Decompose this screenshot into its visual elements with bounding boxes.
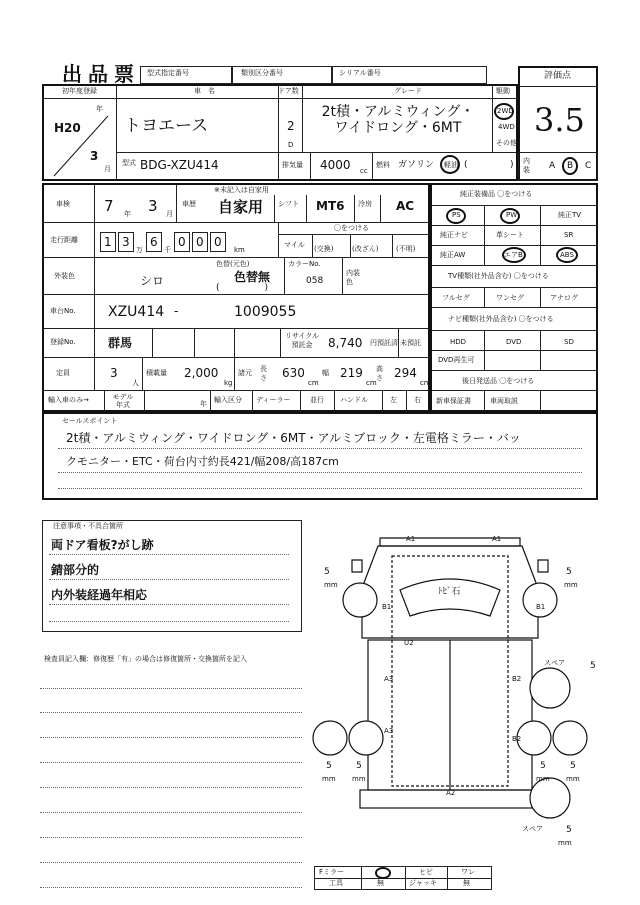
displacement-unit: cc	[360, 167, 368, 175]
tread-unit: mm	[322, 775, 336, 783]
fuel-diesel-circle	[440, 155, 460, 174]
chassis-number: 1009055	[234, 304, 297, 320]
color-no-label: カラーNo.	[288, 260, 321, 268]
equip-ps-circle	[446, 208, 466, 224]
mile-label: マイル	[284, 241, 305, 249]
damage-a3-left-upper: A3	[384, 675, 394, 683]
chassis-label: 車台No.	[50, 307, 76, 315]
equip-abs: ABS	[560, 251, 574, 259]
tv-oneseg: ワンセグ	[496, 294, 524, 302]
capacity-unit: 人	[132, 379, 139, 387]
displacement-value: 4000	[320, 158, 351, 172]
vehicle-diagram	[300, 528, 600, 863]
sales-point-label: セールスポイント	[62, 417, 118, 425]
mileage-digit: 6	[150, 235, 158, 249]
dealer-option: ディーラー	[256, 396, 291, 404]
first-reg-era: H20	[54, 121, 81, 135]
tread-rear-right-outer: 5	[570, 761, 576, 771]
score-label: 評価点	[544, 71, 572, 81]
navi-sd: SD	[564, 338, 574, 346]
drive-2wd: 2WD	[497, 107, 514, 115]
page-title: 出品票	[62, 62, 140, 86]
capacity-label: 定員	[56, 369, 70, 377]
equip-leather: 革シート	[496, 231, 524, 239]
inspector-note-label: 検査員記入欄：修復歴「有」の場合は修復箇所・交換箇所を記入	[44, 655, 247, 663]
length-label: 長さ	[260, 365, 267, 382]
first-reg-label: 初年度登録	[62, 87, 97, 95]
length-value: 630	[282, 366, 305, 380]
notes-box	[42, 520, 302, 632]
date-slash	[50, 114, 110, 178]
jack-value: 無	[463, 879, 470, 887]
equip-airbag-circle	[502, 247, 526, 263]
cooling-label: 冷房	[358, 200, 372, 208]
mileage-check-label: 〇をつける	[334, 224, 369, 232]
interior-b: B	[567, 161, 574, 171]
length-unit: cm	[308, 379, 319, 387]
meter-unknown: (不明)	[396, 245, 416, 253]
fuel-diesel: 軽油	[444, 161, 458, 169]
tread-unit: mm	[558, 839, 572, 847]
interior-color-label: 内装色	[346, 269, 360, 286]
damage-b1-right: B1	[536, 603, 546, 611]
sales-point-line1: 2t積・アルミウィング・ワイドロング・6MT・アルミブロック・左電格ミラー・バッ	[66, 431, 521, 445]
equip-sr: SR	[564, 231, 574, 239]
dimensions-label: 諸元	[238, 369, 252, 377]
doors-value: 2	[287, 119, 295, 133]
chassis-dash: -	[174, 304, 179, 318]
tread-unit: mm	[352, 775, 366, 783]
mileage-digit: 3	[122, 235, 130, 249]
load-unit: kg	[224, 379, 233, 387]
car-name-label: 車 名	[194, 87, 215, 95]
mirror-label: Fミラー	[319, 868, 345, 876]
note-item: 錆部分的	[51, 563, 100, 577]
equip-pw: PW	[506, 211, 518, 219]
history-value: 自家用	[218, 198, 264, 216]
shaken-month-unit: 月	[166, 210, 173, 218]
door-suffix: D	[288, 141, 294, 149]
first-reg-month: 3	[90, 149, 99, 163]
shift-label: シフト	[278, 200, 299, 208]
mileage-digit: 1	[104, 235, 112, 249]
fuel-gasoline: ガソリン	[398, 160, 435, 170]
interior-grade-box	[518, 152, 598, 181]
grade-value: 2t積・アルミウィング・ワイドロング・6MT	[321, 104, 475, 136]
note-item: 両ドア看板?がし跡	[51, 538, 154, 552]
recycle-paid: 円預託済	[370, 339, 398, 347]
handle-left: 左	[390, 396, 397, 404]
mileage-unit-man: 万	[136, 246, 143, 254]
recycle-unpaid: 未預託	[400, 339, 421, 347]
fuel-paren-close: )	[510, 160, 514, 170]
load-label: 積載量	[146, 369, 167, 377]
model-label: 型式	[122, 159, 136, 167]
mileage-label: 走行距離	[50, 236, 78, 244]
tread-unit: mm	[536, 775, 550, 783]
reg-no-label: 登録No.	[50, 338, 76, 346]
mileage-digit: 0	[214, 235, 222, 249]
meter-swap: (交換)	[314, 245, 334, 253]
footer-table	[314, 866, 492, 890]
damage-b1-left: B1	[382, 603, 392, 611]
damage-a1-front-right: A1	[492, 535, 502, 543]
displacement-label: 排気量	[282, 161, 303, 169]
car-info-box	[42, 84, 518, 181]
mileage-unit-km: km	[234, 246, 245, 254]
equip-airbag: エアB	[504, 251, 523, 259]
mirror-circle	[375, 867, 391, 879]
category-box	[232, 66, 332, 84]
after-warranty: 新車保証書	[436, 397, 471, 405]
model-year-suffix: 年	[200, 400, 207, 408]
spare-label-lower: スペア	[522, 825, 543, 833]
score-value: 3.5	[534, 101, 585, 139]
hibi-label: ヒビ	[419, 868, 433, 876]
interior-a: A	[549, 161, 556, 171]
sales-point-box	[42, 412, 598, 500]
height-value: 294	[394, 366, 417, 380]
height-label: 高さ	[376, 365, 383, 382]
shaken-month: 3	[148, 197, 158, 215]
damage-a1-front-left: A1	[406, 535, 416, 543]
width-value: 219	[340, 366, 363, 380]
tv-fullseg: フルセグ	[442, 294, 470, 302]
note-item: 内外装経過年相応	[51, 588, 148, 602]
tread-rear-left-inner: 5	[356, 761, 362, 771]
damage-b2-right-upper: B2	[512, 675, 522, 683]
after-manual: 車両取説	[490, 397, 518, 405]
equip-tv: 純正TV	[558, 211, 582, 219]
type-cert-box	[140, 66, 232, 84]
navi-header: ナビ種類(社外品含む) 〇をつける	[448, 315, 554, 323]
capacity-value: 3	[110, 366, 118, 380]
spare-label-upper: スペア	[544, 659, 565, 667]
import-class-label: 輸入区分	[214, 396, 242, 404]
load-value: 2,000	[184, 366, 219, 380]
tread-unit: mm	[324, 581, 338, 589]
doors-label: ドア数	[278, 87, 299, 95]
repaint-paren: ( )	[216, 283, 269, 293]
equipment-table	[430, 183, 598, 412]
damage-windshield-chip: ﾄﾋﾞ石	[438, 587, 461, 597]
history-label: 車歴	[182, 200, 196, 208]
shaken-label: 車検	[56, 200, 70, 208]
mileage-digit: 0	[178, 235, 186, 249]
serial-box	[332, 66, 487, 84]
damage-a2-rear: A2	[446, 789, 456, 797]
tread-unit: mm	[566, 775, 580, 783]
color-label: 外装色	[54, 272, 75, 280]
after-header: 後日発送品 〇をつける	[462, 377, 535, 385]
ware-label: ワレ	[461, 868, 475, 876]
repaint-value: 色替無	[234, 270, 271, 284]
tread-front-right: 5	[566, 567, 572, 577]
import-label: 輸入車のみ→	[48, 396, 89, 404]
sales-point-line2: クモニター・ETC・荷台内寸約長421/幅208/高187cm	[66, 455, 339, 468]
recycle-label: リサイクル預託金	[284, 332, 320, 349]
equip-abs-circle	[556, 247, 578, 263]
type-cert-label: 型式指定番号	[147, 69, 189, 77]
color-value: シロ	[140, 274, 165, 288]
drive-2wd-circle	[494, 103, 514, 120]
equip-ps: PS	[452, 211, 461, 219]
model-value: BDG-XZU414	[140, 158, 219, 172]
mileage-digit: 0	[196, 235, 204, 249]
tread-unit: mm	[564, 581, 578, 589]
height-unit: cm	[420, 379, 431, 387]
category-label: 類別区分番号	[241, 69, 283, 77]
tread-rear-right-inner: 5	[540, 761, 546, 771]
repaint-label: 色替(元色)	[216, 260, 250, 268]
meter-tampered: (改ざん)	[352, 245, 379, 253]
tv-header: TV種類(社外品含む) 〇をつける	[448, 272, 549, 280]
notes-label: 注意事項・不具合箇所	[53, 522, 123, 530]
handle-label: ハンドル	[340, 396, 368, 404]
private-note: ※未記入は自家用	[214, 186, 269, 194]
equip-navi: 純正ナビ	[440, 231, 468, 239]
drive-4wd: 4WD	[498, 123, 515, 131]
dvd-playback: DVD再生可	[438, 356, 475, 364]
recycle-amount: 8,740	[328, 336, 363, 350]
color-no-value: 058	[306, 276, 324, 286]
handle-right: 右	[414, 396, 421, 404]
spec-table	[42, 183, 430, 412]
tools-value: 無	[377, 879, 384, 887]
damage-b2-right-lower: B2	[512, 735, 522, 743]
tread-spare-upper: 5	[590, 661, 596, 671]
damage-u2: U2	[404, 639, 414, 647]
drive-other: その他	[496, 139, 517, 147]
tread-rear-left-outer: 5	[326, 761, 332, 771]
equip-aw: 純正AW	[440, 251, 466, 259]
tread-front-left: 5	[324, 567, 330, 577]
grade-label: グレード	[394, 87, 422, 95]
shaken-year: 7	[104, 197, 114, 215]
reg-place: 群馬	[108, 336, 133, 350]
parallel-option: 並行	[310, 396, 324, 404]
tread-spare-lower: 5	[566, 825, 572, 835]
tools-label: 工具	[329, 879, 343, 887]
mileage-unit-sen: 千	[164, 246, 171, 254]
navi-hdd: HDD	[450, 338, 467, 346]
width-unit: cm	[366, 379, 377, 387]
equipment-header: 純正装備品 〇をつける	[460, 190, 533, 198]
navi-dvd: DVD	[506, 338, 522, 346]
equip-pw-circle	[500, 208, 520, 224]
width-label: 幅	[322, 369, 329, 377]
drive-label: 駆動	[496, 87, 510, 95]
interior-c: C	[585, 161, 592, 171]
year-unit: 年	[96, 105, 103, 113]
interior-b-circle	[562, 157, 578, 175]
chassis-model: XZU414	[108, 304, 165, 320]
shaken-year-unit: 年	[124, 210, 131, 218]
fuel-paren-open: (	[464, 160, 468, 170]
cooling-value: AC	[396, 199, 415, 213]
shift-value: MT6	[316, 199, 345, 213]
jack-label: ジャッキ	[409, 879, 437, 887]
interior-label: 内装	[523, 157, 530, 174]
damage-a3-left-lower: A3	[384, 727, 394, 735]
serial-label: シリアル番号	[339, 69, 381, 77]
tv-analog: アナログ	[550, 294, 578, 302]
model-year-label: モデル年式	[112, 393, 134, 409]
month-unit: 月	[104, 165, 111, 173]
fuel-label: 燃料	[376, 161, 390, 169]
car-name: トヨエース	[124, 116, 209, 136]
